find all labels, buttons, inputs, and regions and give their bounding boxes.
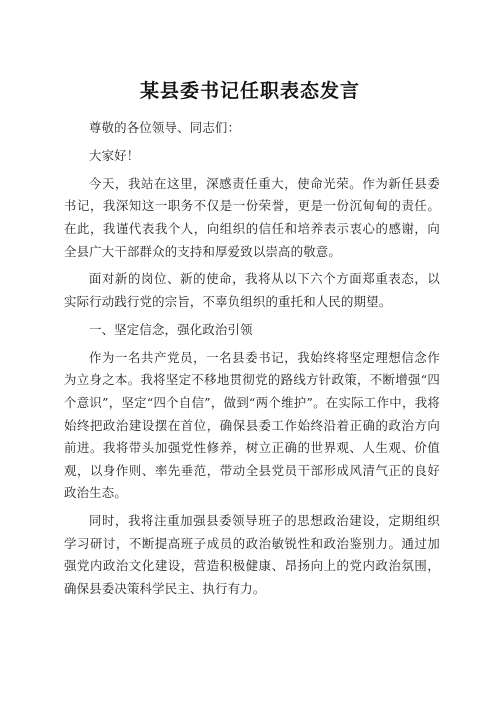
document-body <box>64 117 440 606</box>
salutation: 尊敬的各位领导、同志们： <box>89 120 241 135</box>
greeting: 大家好！ <box>89 147 140 163</box>
document-title: 某县委书记任职表态发言 <box>139 80 360 102</box>
body-paragraph: 面对新的岗位、新的使命，我将从以下六个方面郑重表态，以实际行动践行党的宗旨，不辜负组织的重托和人民的期望。 <box>64 271 440 310</box>
section-heading: 一、坚定信念，强化政治引领 <box>89 321 253 337</box>
body-paragraph: 作为一名共产党员，一名县委书记，我始终将坚定理想信念作为立身之本。我将坚定不移地贯彻党的路线方针政策，不断增强“四个意识”，坚定“四个自信”，做到“两个维护”。在实际工作中，我将始终把政治建设摆在首位，确保县委工作始终沿着正确的政治方向前进。我将带头加强党性修养，树立正确的世界观、人生观、价值观，以身作则、率先垂范，带动全县党员干部形成风清气正的良好政治生态。 <box>64 349 440 501</box>
body-paragraph: 今天，我站在这里，深感责任重大，使命光荣。作为新任县委书记，我深知这一职务不仅是一份荣誉，更是一份沉甸甸的责任。在此，我谨代表我个人，向组织的信任和培养表示衷心的感谢，向全县广大干部群众的支持和厚爱致以崇高的敬意。 <box>64 175 440 259</box>
body-paragraph: 同时，我将注重加强县委领导班子的思想政治建设，定期组织学习研讨，不断提高班子成员的政治敏锐性和政治鉴别力。通过加强党内政治文化建设，营造积极健康、昂扬向上的党内政治氛围，确保县委决策科学民主、执行有力。 <box>64 513 440 597</box>
